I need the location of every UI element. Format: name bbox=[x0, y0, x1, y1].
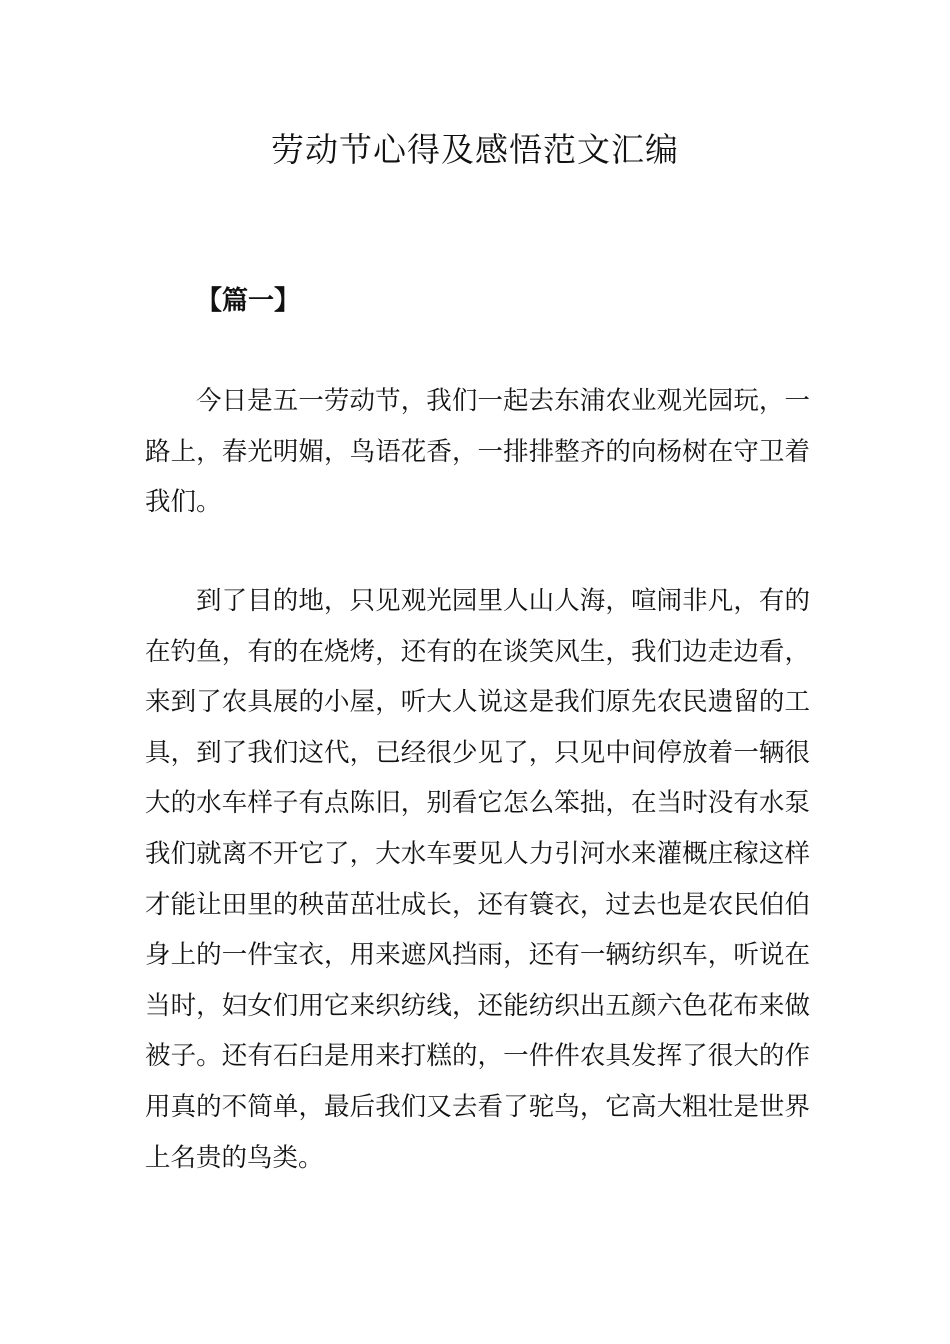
paragraph-2: 到了目的地，只见观光园里人山人海，喧闹非凡，有的在钓鱼，有的在烧烤，还有的在谈笑风生，我们边走边看，来到了农具展的小屋，听大人说这是我们原先农民遗留的工具，到了我们这代，已经很少见了，只见中间停放着一辆很大的水车样子有点陈旧，别看它怎么笨拙，在当时没有水泵我们就离不开它了，大水车要见人力引河水来灌概庄稼这样才能让田里的秧苗茁壮成长，还有簑衣，过去也是农民伯伯身上的一件宝衣，用来遮风挡雨，还有一辆纺织车，听说在当时，妇女们用它来织纺线，还能纺织出五颜六色花布来做被子。还有石臼是用来打糕的，一件件农具发挥了很大的作用真的不简单，最后我们又去看了驼鸟，它高大粗壮是世界上名贵的鸟类。 bbox=[145, 586, 810, 1173]
section-heading: 【篇一】 bbox=[196, 286, 301, 316]
document-title: 劳动节心得及感悟范文汇编 bbox=[271, 130, 679, 169]
paragraph-1: 今日是五一劳动节，我们一起去东浦农业观光园玩，一路上，春光明媚，鸟语花香，一排排整齐的向杨树在守卫着我们。 bbox=[145, 386, 810, 518]
